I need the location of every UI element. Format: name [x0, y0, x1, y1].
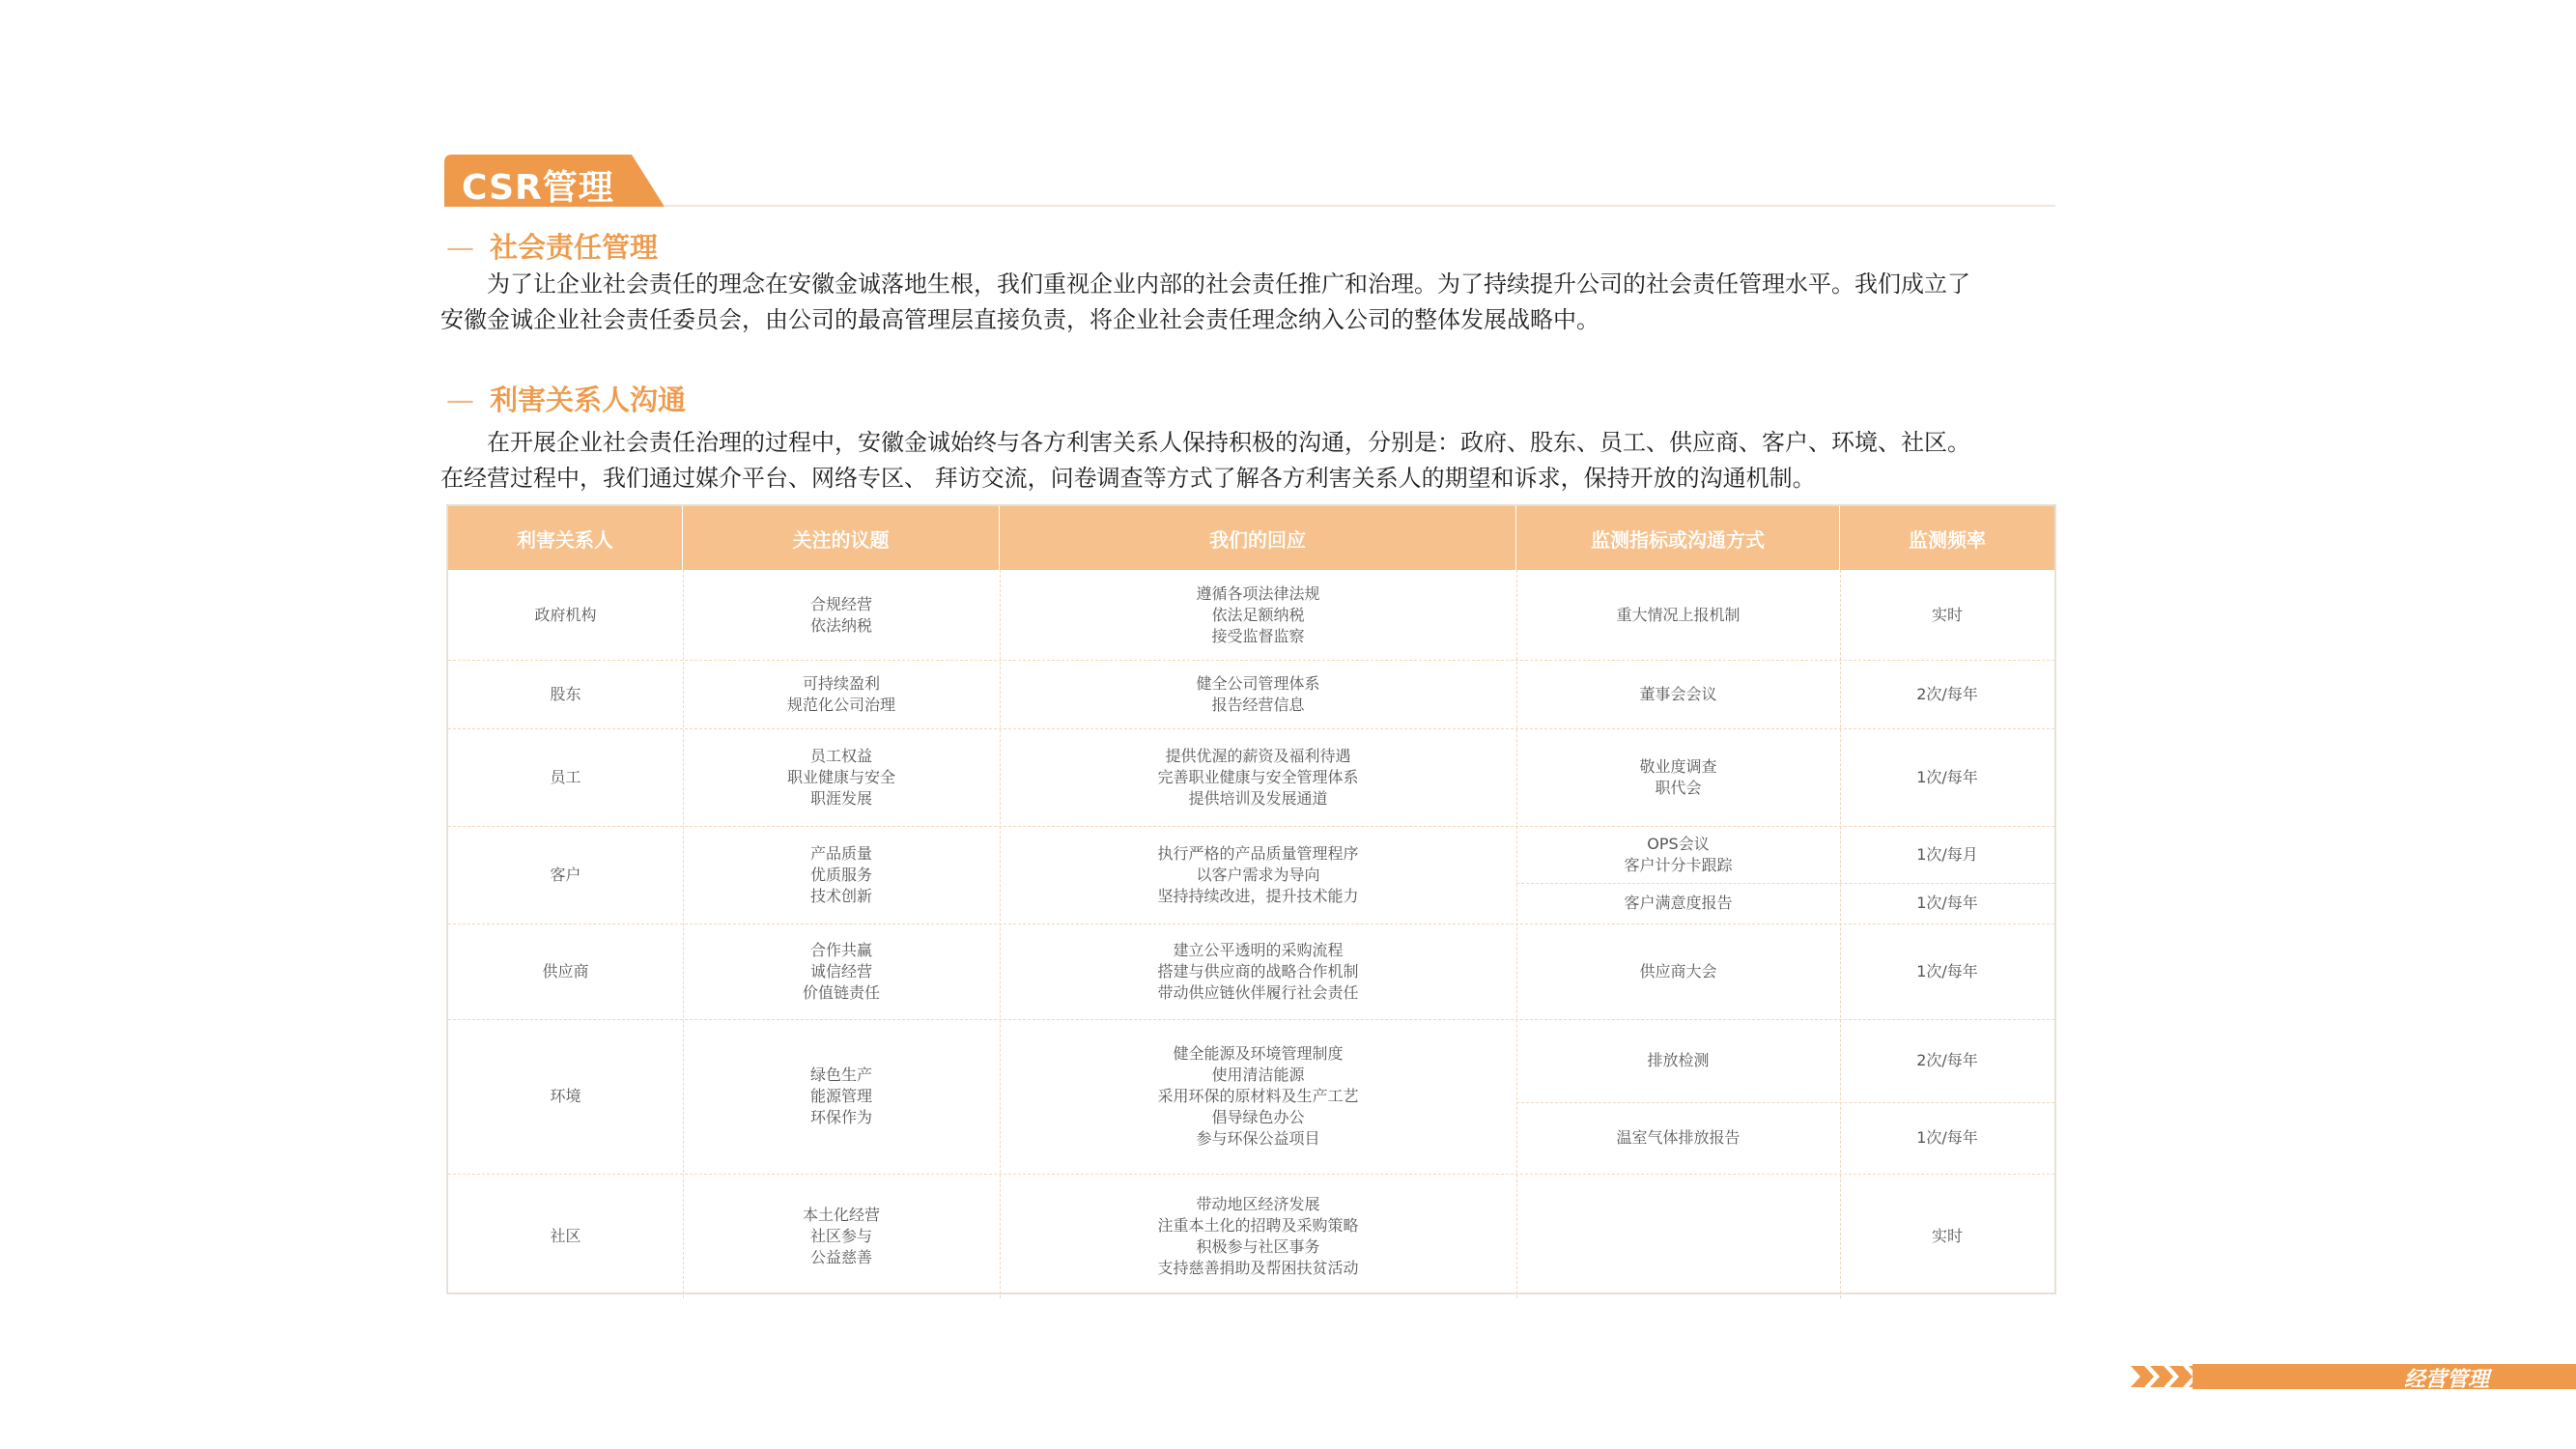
cell-line: 绿色生产 — [809, 1065, 872, 1084]
stakeholder-name: 员工 — [550, 767, 581, 786]
cell-line: 技术创新 — [809, 886, 872, 905]
cell-line: 职业健康与安全 — [786, 767, 895, 786]
frequency-value: 1次/每年 — [1916, 894, 1978, 912]
cell-line: 合规经营 — [809, 594, 872, 613]
monitor-frequency-cell — [1840, 728, 2054, 826]
topics-cell — [683, 826, 1000, 923]
header-divider — [665, 205, 2055, 207]
frequency-value: 实时 — [1931, 1226, 1963, 1245]
cell-line: 积极参与社区事务 — [1196, 1236, 1320, 1256]
section-title-text: 社会责任管理 — [490, 231, 659, 264]
stakeholder-cell — [448, 826, 683, 923]
cell-line: 产品质量 — [809, 843, 872, 863]
cell-line: 客户满意度报告 — [1624, 894, 1733, 912]
section-title-stakeholder-communication — [446, 379, 686, 418]
cell-line: 公益慈善 — [809, 1247, 872, 1266]
monitor-method-cell — [1516, 1102, 1840, 1174]
cell-line: 带动供应链伙伴履行社会责任 — [1157, 982, 1359, 1002]
paragraph-line: 为了让企业社会责任的理念在安徽金诚落地生根，我们重视企业内部的社会责任推广和治理。为了持续提升公司的社会责任管理水平。我们成立了 — [487, 270, 1970, 298]
cell-line: 参与环保公益项目 — [1196, 1129, 1320, 1148]
cell-line: 提供培训及发展通道 — [1188, 788, 1328, 808]
cell-line: 客户计分卡跟踪 — [1624, 855, 1733, 874]
stakeholder-cell — [448, 1174, 683, 1298]
cell-line: 提供优渥的薪资及福利待遇 — [1165, 746, 1351, 765]
section-title-csr-management — [446, 226, 658, 266]
cell-line: 职代会 — [1655, 778, 1702, 797]
cell-line: 董事会会议 — [1639, 684, 1717, 703]
cell-line: 重大情况上报机制 — [1616, 605, 1741, 624]
stakeholder-table — [446, 504, 2056, 1294]
cell-line: 建立公平透明的采购流程 — [1173, 940, 1344, 959]
cell-line: 以客户需求为导向 — [1196, 865, 1320, 884]
topics-cell — [683, 660, 1000, 728]
cell-line: 注重本土化的招聘及采购策略 — [1157, 1215, 1359, 1235]
cell-line: OPS会议 — [1647, 834, 1710, 853]
responses-cell — [1000, 570, 1516, 660]
monitor-frequency-cell — [1840, 1174, 2054, 1298]
cell-line: 坚持持续改进，提升技术能力 — [1157, 886, 1359, 905]
frequency-value: 1次/每年 — [1916, 767, 1978, 786]
cell-line: 价值链责任 — [802, 982, 880, 1002]
cell-line: 依法足额纳税 — [1211, 605, 1305, 624]
monitor-frequency-cell — [1840, 1019, 2054, 1102]
monitor-method-cell — [1516, 923, 1840, 1019]
topics-cell — [683, 570, 1000, 660]
monitor-method-cell — [1516, 826, 1840, 883]
monitor-frequency-cell — [1840, 570, 2054, 660]
stakeholder-name: 股东 — [550, 684, 581, 703]
footer-section-label — [2125, 1360, 2576, 1393]
monitor-frequency-cell — [1840, 1102, 2054, 1174]
table-header-cell: 关注的议题 — [683, 506, 1000, 570]
frequency-value: 2次/每年 — [1916, 684, 1978, 703]
cell-line: 职涯发展 — [809, 788, 872, 808]
cell-line: 依法纳税 — [809, 615, 872, 635]
cell-line: 社区参与 — [809, 1226, 872, 1245]
stakeholder-cell — [448, 1019, 683, 1174]
cell-line: 带动地区经济发展 — [1196, 1194, 1320, 1213]
stakeholder-cell — [448, 923, 683, 1019]
monitor-frequency-cell — [1840, 883, 2054, 923]
table-header-cell: 利害关系人 — [448, 506, 683, 570]
header-title: CSR管理 — [462, 168, 614, 208]
table-header-row — [448, 506, 2054, 570]
paragraph-line: 在开展企业社会责任治理的过程中，安徽金诚始终与各方利害关系人保持积极的沟通，分别是：政府、股东、员工、供应商、客户、环境、社区。 — [487, 429, 1970, 456]
cell-line: 能源管理 — [809, 1087, 872, 1105]
responses-cell — [1000, 923, 1516, 1019]
stakeholder-cell — [448, 728, 683, 826]
stakeholder-name: 社区 — [550, 1226, 581, 1245]
responses-cell — [1000, 1174, 1516, 1298]
cell-line: 规范化公司治理 — [786, 695, 895, 714]
stakeholder-cell — [448, 660, 683, 728]
footer-label: 经营管理 — [2403, 1368, 2489, 1392]
monitor-method-cell — [1516, 883, 1840, 923]
cell-line: 优质服务 — [809, 865, 872, 884]
cell-line: 环保作为 — [809, 1108, 872, 1126]
cell-line: 敬业度调查 — [1639, 756, 1717, 776]
monitor-frequency-cell — [1840, 826, 2054, 883]
cell-line: 员工权益 — [809, 746, 872, 765]
monitor-method-cell — [1516, 570, 1840, 660]
topics-cell — [683, 1174, 1000, 1298]
cell-line: 本土化经营 — [802, 1205, 880, 1224]
cell-line: 完善职业健康与安全管理体系 — [1157, 767, 1359, 786]
cell-line: 执行严格的产品质量管理程序 — [1157, 843, 1359, 863]
frequency-value: 实时 — [1931, 605, 1963, 624]
responses-cell — [1000, 728, 1516, 826]
topics-cell — [683, 923, 1000, 1019]
cell-line: 倡导绿色办公 — [1211, 1108, 1305, 1126]
table-header-cell: 监测频率 — [1909, 527, 1986, 552]
cell-line: 健全公司管理体系 — [1196, 673, 1320, 693]
stakeholder-name: 政府机构 — [534, 605, 597, 624]
table-header-cell: 监测指标或沟通方式 — [1516, 506, 1840, 570]
footer-bar — [2193, 1364, 2576, 1389]
responses-cell — [1000, 1019, 1516, 1174]
section-header-tag — [444, 155, 665, 207]
topics-cell — [683, 728, 1000, 826]
cell-line: 接受监督监察 — [1211, 626, 1305, 645]
cell-line: 支持慈善捐助及帮困扶贫活动 — [1157, 1258, 1359, 1277]
paragraph-line: 在经营过程中，我们通过媒介平台、网络专区、 拜访交流，问卷调查等方式了解各方利害关系人的期望和诉求，保持开放的沟通机制。 — [440, 465, 1816, 492]
cell-line: 温室气体排放报告 — [1616, 1128, 1741, 1147]
cell-line: 排放检测 — [1647, 1051, 1710, 1069]
stakeholder-cell — [448, 570, 683, 660]
cell-line: 诚信经营 — [809, 961, 872, 980]
table-header-cell: 我们的回应 — [1000, 506, 1516, 570]
monitor-method-cell — [1516, 1174, 1840, 1298]
frequency-value: 1次/每月 — [1916, 844, 1978, 864]
section-title-text: 利害关系人沟通 — [490, 384, 687, 416]
section1-paragraph — [440, 267, 2063, 338]
monitor-method-cell — [1516, 1019, 1840, 1102]
frequency-value: 2次/每年 — [1916, 1051, 1978, 1069]
cell-line: 供应商大会 — [1639, 961, 1717, 980]
monitor-method-cell — [1516, 660, 1840, 728]
cell-line: 遵循各项法律法规 — [1196, 583, 1320, 603]
frequency-value: 1次/每年 — [1916, 961, 1978, 980]
monitor-frequency-cell — [1840, 660, 2054, 728]
cell-line: 搭建与供应商的战略合作机制 — [1157, 961, 1359, 980]
cell-line: 使用清洁能源 — [1211, 1065, 1305, 1084]
topics-cell — [683, 1019, 1000, 1174]
cell-line: 可持续盈利 — [802, 673, 880, 693]
paragraph-line: 安徽金诚企业社会责任委员会，由公司的最高管理层直接负责，将企业社会责任理念纳入公司的整体发展战略中。 — [440, 306, 1599, 333]
frequency-value: 1次/每年 — [1916, 1128, 1978, 1147]
responses-cell — [1000, 826, 1516, 923]
monitor-frequency-cell — [1840, 923, 2054, 1019]
title-dash: — — [446, 384, 474, 416]
cell-line: 合作共赢 — [809, 940, 872, 959]
monitor-method-cell — [1516, 728, 1840, 826]
cell-line: 报告经营信息 — [1211, 695, 1305, 714]
stakeholder-name: 供应商 — [542, 961, 589, 980]
title-dash: — — [446, 231, 474, 264]
stakeholder-name: 客户 — [550, 865, 581, 884]
cell-line: 采用环保的原材料及生产工艺 — [1157, 1087, 1359, 1105]
cell-line: 健全能源及环境管理制度 — [1173, 1044, 1344, 1063]
section2-paragraph — [440, 425, 2063, 497]
responses-cell — [1000, 660, 1516, 728]
stakeholder-name: 环境 — [550, 1087, 581, 1105]
